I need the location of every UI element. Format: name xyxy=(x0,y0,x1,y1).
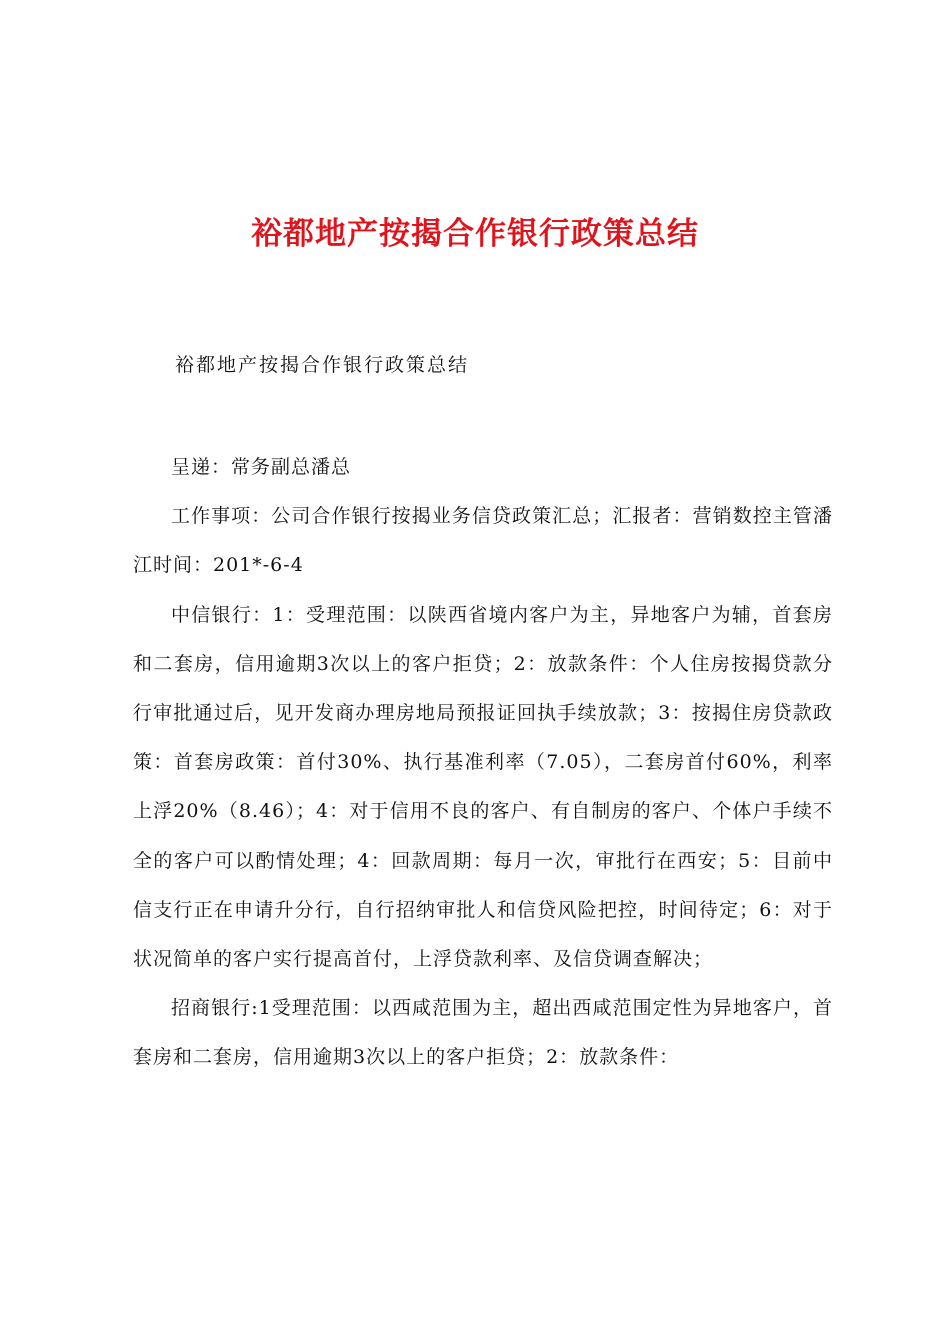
document-title: 裕都地产按揭合作银行政策总结 xyxy=(251,216,699,252)
paragraph-cmb-bank: 招商银行:1受理范围：以西咸范围为主，超出西咸范围定性为异地客户，首套房和二套房，信用逾期3次以上的客户拒贷；2：放款条件： xyxy=(133,997,833,1069)
paragraph-work-item: 工作事项：公司合作银行按揭业务信贷政策汇总；汇报者：营销数控主管潘江时间：201*-6-4 xyxy=(133,505,833,577)
paragraph-recipient: 呈递：常务副总潘总 xyxy=(171,456,352,478)
document-body xyxy=(133,443,833,1083)
document-subtitle: 裕都地产按揭合作银行政策总结 xyxy=(175,354,470,376)
paragraph-citic-bank: 中信银行：1：受理范围：以陕西省境内客户为主，异地客户为辅，首套房和二套房，信用逾期3次以上的客户拒贷；2：放款条件：个人住房按揭贷款分行审批通过后，见开发商办理房地局预报证回执手续放款；3：按揭住房贷款政策：首套房政策：首付30%、执行基准利率（7.05），二套房首付60%，利率上浮20%（8.46）；4：对于信用不良的客户、有自制房的客户、个体户手续不全的客户可以酌情处理；4：回款周期：每月一次，审批行在西安；5：目前中信支行正在申请升分行，自行招纳审批人和信贷风险把控，时间待定；6：对于状况简单的客户实行提高首付，上浮贷款利率、及信贷调查解决； xyxy=(133,603,833,971)
